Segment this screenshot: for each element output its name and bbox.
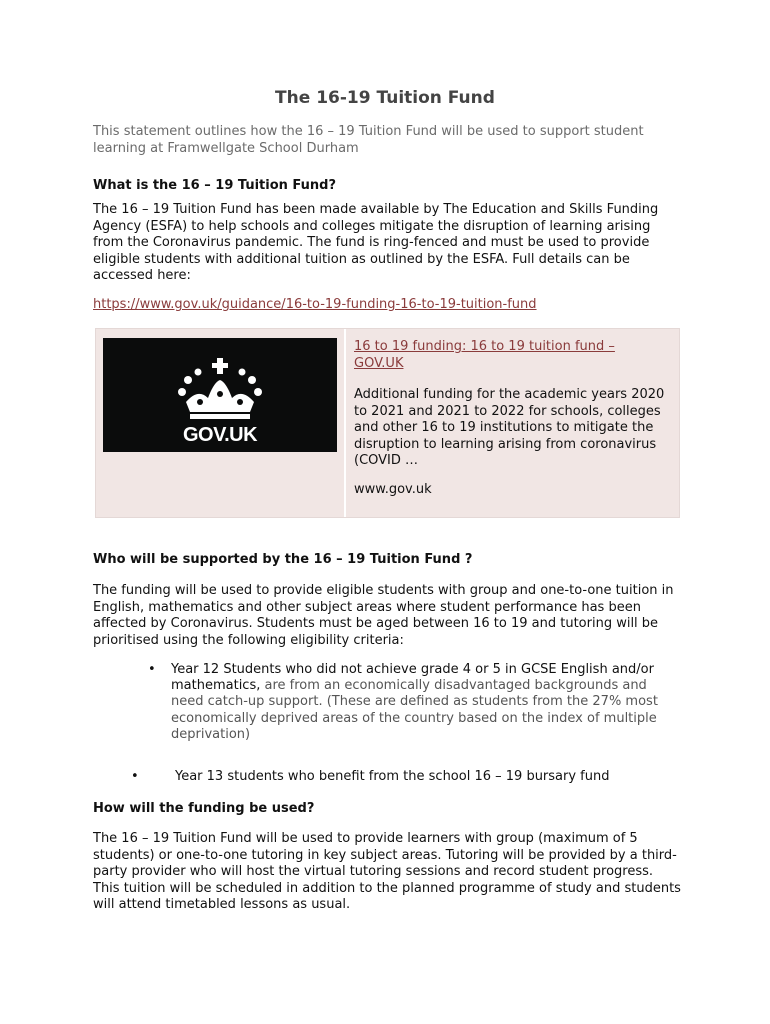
- section-body-how: The 16 – 19 Tuition Fund will be used to provide learners with group (maximum of 5 students) or one-to-one tutoring in key subject areas. Tutoring will be provided by a third-party provider who will host the virtual tutoring sessions and record student progress. This tuition will be scheduled in addition to the planned programme of study and students will attend timetabled lessons as usual.: [93, 831, 681, 912]
- eligibility-list: [148, 662, 668, 743]
- card-title-link[interactable]: 16 to 19 funding: 16 to 19 tuition fund – GOV.UK: [354, 339, 615, 371]
- section-body-who: The funding will be used to provide eligible students with group and one-to-one tuition in English, mathematics and other subject areas where student performance has been affected by Coronavirus. Students must be aged between 16 to 19 and tutoring will be prioritised using the following eligibility criteria:: [93, 583, 674, 648]
- page-title: The 16-19 Tuition Fund: [275, 88, 495, 108]
- bullet-text-b: are from an economically disadvantaged backgrounds and need catch-up support. (These are defined as students from the 27% most economically deprived areas of the country based on the index of multiple deprivation): [171, 678, 658, 742]
- link-preview-card[interactable]: [95, 328, 680, 518]
- tuition-fund-link[interactable]: https://www.gov.uk/guidance/16-to-19-funding-16-to-19-tuition-fund: [93, 297, 537, 312]
- bullet-icon: •: [148, 662, 156, 677]
- bullet-icon: •: [131, 769, 139, 784]
- govuk-logo-text: GOV.UK: [182, 424, 258, 446]
- section-heading-what: What is the 16 – 19 Tuition Fund?: [93, 178, 337, 193]
- card-site: www.gov.uk: [354, 482, 432, 497]
- bullet-text-a: Year 12 Students who did not achieve grade 4 or 5 in GCSE English and/or mathematics,: [171, 662, 654, 694]
- intro-text: This statement outlines how the 16 – 19 Tuition Fund will be used to support student learning at Framwellgate School Durham: [93, 124, 644, 156]
- section-heading-how: How will the funding be used?: [93, 801, 315, 816]
- section-body-what: The 16 – 19 Tuition Fund has been made available by The Education and Skills Funding Agency (ESFA) to help schools and colleges mitigate the disruption of learning arising from the Coronavirus pandemic. The fund is ring-fenced and must be used to provide eligible students with additional tuition as outlined by the ESFA. Full details can be accessed here:: [93, 202, 659, 283]
- card-title: [354, 339, 664, 372]
- tuition-fund-link-paragraph: [93, 297, 683, 314]
- list-item: [148, 662, 668, 743]
- govuk-logo: [103, 338, 337, 452]
- section-heading-who: Who will be supported by the 16 – 19 Tuition Fund ?: [93, 552, 473, 567]
- crown-icon: [178, 358, 262, 420]
- card-divider: [344, 329, 346, 517]
- bullet-text: Year 13 students who benefit from the school 16 – 19 bursary fund: [175, 769, 610, 784]
- card-description: Additional funding for the academic years 2020 to 2021 and 2021 to 2022 for schools, colleges and other 16 to 19 institutions to mitigate the disruption to learning arising from coronavirus (COVID …: [354, 387, 665, 468]
